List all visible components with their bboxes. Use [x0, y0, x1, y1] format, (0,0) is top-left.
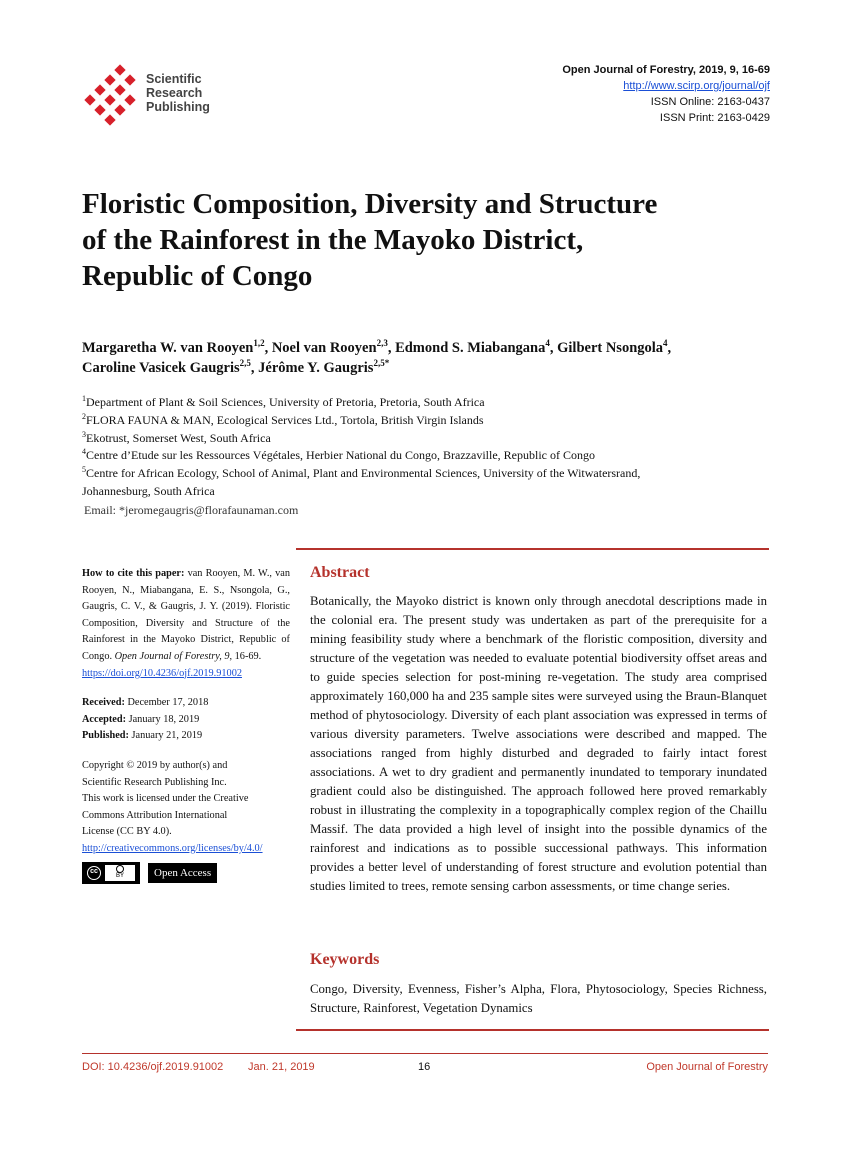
author: Margaretha W. van Rooyen$^{1,2}$,	[82, 338, 272, 356]
publisher-name	[146, 72, 210, 114]
author: Gilbert Nsongola$^4$,	[557, 338, 672, 356]
keywords-bottom-rule	[296, 1029, 769, 1031]
keywords-heading: Keywords	[310, 951, 380, 968]
title-line: Floristic Composition, Diversity and Structure	[82, 188, 658, 220]
issn-online: ISSN Online: 2163-0437	[650, 96, 770, 108]
journal-citation: Open Journal of Forestry, 2019, 9, 16-69	[562, 64, 770, 76]
affiliation: $^3$Ekotrust, Somerset West, South Africa	[82, 429, 271, 445]
license-link[interactable]: http://creativecommons.org/licenses/by/4.0/	[82, 842, 263, 854]
footer-date: Jan. 21, 2019	[248, 1061, 315, 1073]
cc-by-badge[interactable]	[82, 862, 140, 884]
accepted-date: Accepted: January 18, 2019	[82, 713, 200, 725]
author: Jérôme Y. Gaugris$^{2,5*}$	[258, 358, 390, 376]
attribution-icon: BY	[105, 865, 135, 881]
paper-title	[82, 186, 782, 294]
journal-url-link[interactable]: http://www.scirp.org/journal/ojf	[623, 80, 770, 92]
license-line: License (CC BY 4.0).	[82, 826, 172, 838]
footer-journal: Open Journal of Forestry	[646, 1061, 768, 1073]
keywords-text: Congo, Diversity, Evenness, Fisher’s Alpha, Flora, Phytosociology, Species Richness, Structure, Rainforest, Vegetation Dynamics	[310, 982, 767, 1015]
affiliation: $^1$Department of Plant & Soil Sciences, University of Pretoria, Pretoria, South Africa	[82, 394, 485, 409]
cite-journal: Open Journal of Forestry, 9,	[114, 650, 233, 662]
license-line: Copyright © 2019 by author(s) and	[82, 759, 228, 771]
affiliation: Johannesburg, South Africa	[82, 483, 215, 498]
publisher-name-line: Research	[146, 86, 203, 100]
affiliation: $^5$Centre for African Ecology, School of Animal, Plant and Environmental Sciences, University of the Witwatersrand,	[82, 465, 641, 481]
abstract-heading: Abstract	[310, 564, 370, 581]
affiliations	[82, 394, 782, 520]
affiliation: $^4$Centre d’Etude sur les Ressources Végétales, Herbier National du Congo, Brazzaville, Republic of Congo	[82, 447, 595, 463]
publisher-name-line: Scientific	[146, 72, 202, 86]
received-date: Received: December 17, 2018	[82, 697, 209, 709]
journal-info	[562, 62, 770, 126]
publisher-logo	[84, 64, 234, 128]
corresponding-email[interactable]: Email: *jeromegaugris@florafaunaman.com	[84, 502, 299, 517]
affiliation: $^2$FLORA FAUNA & MAN, Ecological Services Ltd., Tortola, British Virgin Islands	[82, 411, 484, 427]
cite-label: How to cite this paper:	[82, 568, 185, 579]
license-badges	[82, 862, 290, 884]
publisher-logo-mark-icon	[84, 64, 144, 128]
license-line: Commons Attribution International	[82, 809, 228, 821]
citation-block: How to cite this paper: van Rooyen, M. W., van Rooyen, N., Miabangana, E. S., Nsongola, G., Gaugris, C. V., & Gaugris, J. Y. (2019). Floristic Composition, Diversity and Structure of the Rainforest in the Mayoko District, Republic of Congo. Open Journal of Forestry, 9, 16-69. https://doi.org/10.4236/ojf.2019.91002	[82, 568, 290, 679]
footer-doi: DOI: 10.4236/ojf.2019.91002	[82, 1061, 224, 1073]
author: Edmond S. Miabangana$^4$,	[395, 338, 558, 356]
title-line: of the Rainforest in the Mayoko District,	[82, 224, 584, 256]
footer-rule	[82, 1053, 768, 1054]
doi-link[interactable]: https://doi.org/10.4236/ojf.2019.91002	[82, 667, 242, 679]
open-access-badge: Open Access	[148, 863, 217, 883]
license-line: This work is licensed under the Creative	[82, 793, 249, 805]
title-line: Republic of Congo	[82, 260, 313, 292]
abstract-top-rule	[296, 548, 769, 550]
author-list	[82, 338, 782, 378]
license-line: Scientific Research Publishing Inc.	[82, 776, 227, 788]
license-block	[82, 758, 290, 884]
dates-block	[82, 695, 290, 745]
publisher-name-line: Publishing	[146, 100, 210, 114]
abstract-text: Botanically, the Mayoko district is known only through anecdotal descriptions made in the colonial era. The present study was undertaken as part of the prerequisite for a mining feasibility study where a benchmark of the floristic composition, diversity and structure of the vegetation was needed to evaluate potential biodiversity offset areas and to guide species selection for post-mining re-vegetation. The study area comprised approximately 160,000 ha and 235 sample sites were surveyed using the Braun-Blanquet method of phytosociology. Diversity of each plant association was expressed in terms of various diversity parameters. Twelve associations were described and mapped. The associations ranged from highly disturbed and degraded to fairly intact forest associations. A wet to dry gradient and permanently inundated to temporary inundated gradient could also be distinguished. The approach followed here proved remarkably robust in illustrating the complexity in a topographically complex region of the Chaillu Massif. The data provided a high level of insight into the possible dynamics of the rainforest and indications as to possible successional pathways. This information provides a better level of understanding of forest structure and evolution potential than studies limited to trees, remote sensing carbon assessments, or time change series.	[310, 594, 767, 893]
sidebar	[82, 566, 290, 884]
author: Noel van Rooyen$^{2,3}$,	[271, 338, 396, 356]
published-date: Published: January 21, 2019	[82, 730, 203, 742]
page-number: 16	[418, 1061, 431, 1073]
issn-print: ISSN Print: 2163-0429	[659, 112, 770, 124]
creative-commons-icon: cc	[87, 866, 101, 880]
author: Caroline Vasicek Gaugris$^{2,5}$,	[82, 358, 259, 376]
